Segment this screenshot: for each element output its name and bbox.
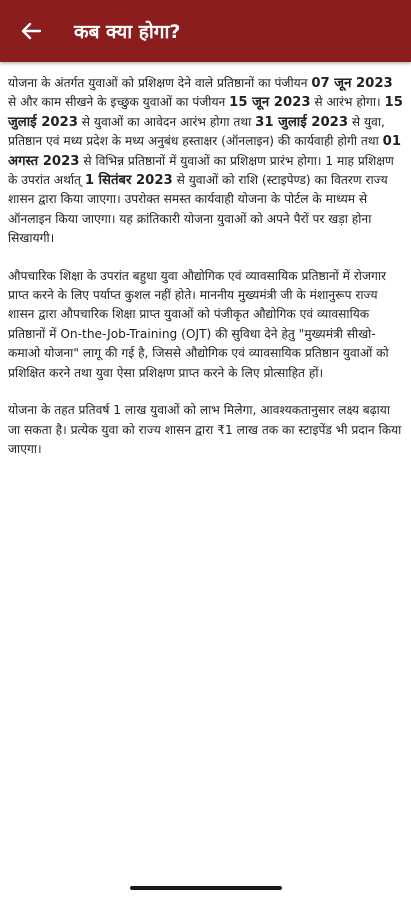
date-highlight: 15 जून 2023 — [229, 95, 311, 111]
text-segment: से आरंभ होगा। — [310, 95, 385, 110]
text-segment: से युवाओं का आवेदन आरंभ होगा तथा — [77, 114, 256, 129]
home-indicator[interactable] — [130, 886, 282, 890]
schedule-paragraph — [8, 74, 403, 249]
text-segment: से विभिन्न प्रतिष्ठानों में युवाओं का प्रशिक्षण प्रारंभ होगा। 1 माह प्रशिक्षण के उपरांत अर्थात् — [8, 153, 394, 188]
text-segment: से युवा, प्रतिष्ठान एवं मध्य प्रदेश के मध्य अनुबंध हस्ताक्षर (ऑनलाइन) की कार्यवाही होगी तथा — [8, 114, 385, 149]
back-button[interactable] — [0, 0, 62, 62]
text-segment: से युवाओं को राशि (स्टाइपेण्ड) का वितरण राज्य शासन द्वारा किया जाएगा। उपरोक्त समस्त कार्यवाही योजना के पोर्टल के माध्यम से ऑनलाइन किया जाएगा। यह क्रांतिकारी योजना युवाओं को अपने पैरों पर खड़ा होना सिखायगी। — [8, 173, 388, 246]
date-highlight: 1 सितंबर 2023 — [84, 173, 173, 189]
arrow-back-icon — [21, 22, 41, 40]
text-segment: योजना के अंतर्गत युवाओं को प्रशिक्षण देने वाले प्रतिष्ठानों का पंजीयन — [8, 76, 312, 90]
date-highlight: 15 जुलाई 2023 — [8, 95, 403, 130]
date-highlight: 07 जून 2023 — [311, 76, 393, 91]
page-title: कब क्या होगा? — [74, 21, 181, 43]
benefits-paragraph: योजना के तहत प्रतिवर्ष 1 लाख युवाओं को लाभ मिलेगा, आवश्यकतानुसार लक्ष्य बढ़ाया जा सकता है। प्रत्येक युवा को राज्य शासन द्वारा ₹1 लाख तक का स्टाइपेंड भी प्रदान किया जाएगा। — [8, 403, 402, 456]
date-highlight: 31 जुलाई 2023 — [255, 114, 348, 130]
date-highlight: 01 अगस्त 2023 — [8, 134, 401, 169]
app-bar — [0, 0, 411, 62]
text-segment: से और काम सीखने के इच्छुक युवाओं का पंजीयन — [8, 95, 230, 110]
scheme-description-paragraph: औपचारिक शिक्षा के उपरांत बहुधा युवा औद्योगिक एवं व्यावसायिक प्रतिष्ठानों में रोजगार प्राप्त करने के लिए पर्याप्त कुशल नहीं होते। माननीय मुख्यमंत्री जी के मंशानुरूप राज्य शासन द्वारा औपचारिक शिक्षा प्राप्त युवाओं को पंजीकृत औद्योगिक एवं व्यावसायिक प्रतिष्ठानों में On-the-Job-Training (OJT) की सुविधा देने हेतु "मुख्यमंत्री सीखो-कमाओ योजना" लागू की गई है, जिससे औद्योगिक एवं व्यावसायिक प्रतिष्ठान युवाओं को प्रशिक्षित करने तथा युवा ऐसा प्रशिक्षण प्राप्त करने के लिए प्रोत्साहित हों। — [8, 268, 389, 380]
content-area — [8, 74, 403, 477]
